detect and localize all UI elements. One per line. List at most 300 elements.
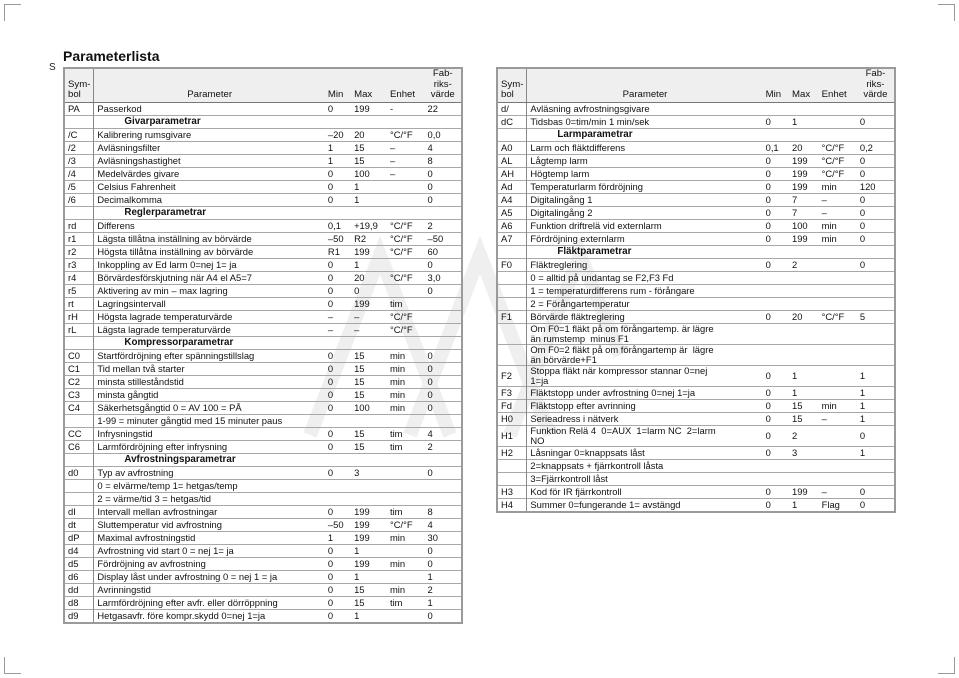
cell-fab [857,102,895,115]
cell-max: 199 [351,297,387,310]
cell-sym: rL [64,323,94,336]
cell-param: Aktivering av min – max lagring [94,284,325,297]
cell-sym: d6 [64,570,94,583]
crop-mark-bottom-left [4,657,21,674]
cell-sym [64,336,94,349]
table-row [497,258,895,271]
cell-sym [497,472,527,485]
cell-param: 2=knappsats + fjärrkontroll låsta [527,459,763,472]
cell-sym: /5 [64,180,94,193]
table-row [64,466,462,479]
cell-sym: d5 [64,557,94,570]
cell-fab: 1 [425,596,462,609]
cell-sym: /3 [64,154,94,167]
cell-fab: 0 [425,544,462,557]
table-row [497,459,895,472]
cell-fab: 8 [425,505,462,518]
header-min: Min [763,68,789,102]
cell-sym: A4 [497,193,527,206]
cell-sym [497,284,527,297]
cell-max: 100 [351,401,387,414]
cell-max: 20 [789,310,819,323]
cell-enhet [387,180,425,193]
cell-max [351,115,387,128]
cell-sym [497,271,527,284]
cell-max: 199 [789,167,819,180]
cell-fab [857,323,895,344]
cell-max: 2 [789,258,819,271]
cell-max [351,414,387,427]
cell-fab: 0,0 [425,128,462,141]
table-row [64,388,462,401]
cell-enhet [819,459,857,472]
cell-min: 1 [325,531,351,544]
table-row [64,414,462,427]
cell-param: Temperaturlarm fördröjning [527,180,763,193]
cell-enhet [387,570,425,583]
cell-param: 1-99 = minuter gångtid med 15 minuter paus [94,414,325,427]
cell-enhet [387,609,425,623]
cell-param: Avfrostningsparametrar [94,453,325,466]
cell-max: 0 [351,284,387,297]
cell-param: Högtemp larm [527,167,763,180]
cell-min: 0 [325,544,351,557]
cell-fab: 22 [425,102,462,115]
cell-sym [64,414,94,427]
table-row [64,245,462,258]
cell-sym: C2 [64,375,94,388]
cell-min: 0 [763,412,789,425]
table-row [64,479,462,492]
cell-min [325,479,351,492]
cell-max: 199 [351,102,387,115]
table-row [497,323,895,344]
table-row [64,271,462,284]
cell-enhet: min [387,557,425,570]
table-row [497,498,895,512]
table-row [497,485,895,498]
cell-sym [64,115,94,128]
cell-sym: dI [64,505,94,518]
cell-sym: dt [64,518,94,531]
cell-min: 0 [325,440,351,453]
header-param: Parameter [527,68,763,102]
cell-enhet [819,344,857,365]
cell-sym: A7 [497,232,527,245]
cell-max: 15 [351,141,387,154]
cell-enhet: tim [387,505,425,518]
cell-fab: 3,0 [425,271,462,284]
cell-min: 0 [763,485,789,498]
cell-max: 1 [351,544,387,557]
cell-fab [857,271,895,284]
cell-param: Hetgasavfr. före kompr.skydd 0=nej 1=ja [94,609,325,623]
table-row [64,284,462,297]
header-min: Min [325,68,351,102]
cell-enhet [387,544,425,557]
cell-fab: 2 [425,583,462,596]
cell-min [325,453,351,466]
cell-fab: 0 [857,232,895,245]
cell-max: 1 [351,258,387,271]
side-mark: S [49,62,56,73]
cell-min: R1 [325,245,351,258]
cell-fab [425,206,462,219]
cell-param: Börvärde fläktreglering [527,310,763,323]
cell-min: 0 [763,232,789,245]
cell-sym: r4 [64,271,94,284]
cell-sym: AH [497,167,527,180]
cell-max [789,459,819,472]
cell-max: 199 [351,245,387,258]
table-row [64,440,462,453]
table-row [64,427,462,440]
cell-param: Låsningar 0=knappsats låst [527,446,763,459]
cell-fab [857,245,895,258]
table-row [497,271,895,284]
cell-sym: CC [64,427,94,440]
cell-min: 0 [325,375,351,388]
table-row [64,557,462,570]
cell-fab: 1 [857,412,895,425]
cell-min: 0 [325,570,351,583]
cell-fab: 0 [425,362,462,375]
cell-min: 0 [763,425,789,446]
header-enhet: Enhet [387,68,425,102]
cell-param: Kalibrering rumsgivare [94,128,325,141]
cell-min: 0 [763,206,789,219]
cell-param: Summer 0=fungerande 1= avstängd [527,498,763,512]
cell-min [763,102,789,115]
cell-fab: 0 [857,498,895,512]
table-row [64,596,462,609]
cell-max: 199 [351,557,387,570]
cell-fab: 0 [425,193,462,206]
cell-enhet [819,102,857,115]
cell-param: Reglerparametrar [94,206,325,219]
section-header [497,128,895,141]
cell-param: Börvärdesförskjutning när A4 el A5=7 [94,271,325,284]
cell-param: Fläktstopp efter avrinning [527,399,763,412]
cell-max [789,344,819,365]
cell-max [351,492,387,505]
cell-param: Givarparametrar [94,115,325,128]
cell-param: Avläsningshastighet [94,154,325,167]
cell-sym: /2 [64,141,94,154]
cell-min: – [325,323,351,336]
cell-min: 0 [325,258,351,271]
cell-min: 1 [325,154,351,167]
cell-min: 0 [763,258,789,271]
cell-param: Serieadress i nätverk [527,412,763,425]
cell-param: Medelvärdes givare [94,167,325,180]
cell-sym: /6 [64,193,94,206]
header-fab: Fab- riks- värde [857,68,895,102]
cell-max: 199 [351,531,387,544]
cell-min [325,492,351,505]
table-row [497,297,895,310]
cell-enhet [819,284,857,297]
cell-enhet: °C/°F [819,154,857,167]
cell-enhet: – [819,193,857,206]
cell-max [789,297,819,310]
table-row [497,365,895,386]
cell-max: 15 [351,440,387,453]
cell-sym: Fd [497,399,527,412]
parameter-table-right [496,67,896,513]
cell-max: 7 [789,193,819,206]
cell-max: +19,9 [351,219,387,232]
table-row [64,258,462,271]
right-table-body [497,102,895,512]
table-row [64,310,462,323]
cell-min: 0 [763,180,789,193]
cell-param: minsta gångtid [94,388,325,401]
cell-sym: rd [64,219,94,232]
cell-sym: rH [64,310,94,323]
cell-sym: dC [497,115,527,128]
table-row [497,154,895,167]
cell-param: Lagringsintervall [94,297,325,310]
cell-min [325,115,351,128]
cell-enhet: °C/°F [819,310,857,323]
cell-fab [857,472,895,485]
cell-max [789,128,819,141]
table-row [64,193,462,206]
cell-fab: 0 [857,485,895,498]
cell-sym [64,206,94,219]
cell-max: 1 [789,365,819,386]
cell-enhet: tim [387,440,425,453]
cell-max [351,479,387,492]
cell-max: 15 [351,362,387,375]
cell-min: 0 [763,386,789,399]
table-row [497,446,895,459]
cell-fab [425,336,462,349]
cell-min: 0 [325,167,351,180]
cell-min: 0,1 [763,141,789,154]
table-row [64,505,462,518]
cell-enhet: Flag [819,498,857,512]
cell-max: 15 [789,412,819,425]
cell-fab: 0 [425,167,462,180]
cell-sym: r5 [64,284,94,297]
cell-enhet: °C/°F [387,219,425,232]
cell-min: 0 [325,427,351,440]
cell-enhet [819,115,857,128]
cell-min: 0 [325,609,351,623]
cell-min: 0 [763,167,789,180]
cell-param: Kod för IR fjärrkontroll [527,485,763,498]
cell-enhet: min [387,401,425,414]
cell-max: – [351,323,387,336]
cell-fab [425,414,462,427]
cell-fab: 0 [425,609,462,623]
cell-enhet [387,193,425,206]
cell-enhet: – [819,206,857,219]
cell-fab: 0 [857,206,895,219]
cell-max: 199 [789,485,819,498]
table-row [64,323,462,336]
table-row [64,180,462,193]
cell-fab: 1 [425,570,462,583]
cell-max [351,453,387,466]
cell-fab: 0 [857,115,895,128]
cell-enhet: min [819,219,857,232]
table-row [497,219,895,232]
left-table-body [64,102,462,623]
cell-sym: F2 [497,365,527,386]
cell-sym: A5 [497,206,527,219]
cell-max: 199 [789,180,819,193]
cell-fab: 4 [425,427,462,440]
table-row [497,344,895,365]
cell-sym: AL [497,154,527,167]
cell-max: 20 [789,141,819,154]
cell-fab: 0 [425,388,462,401]
cell-sym [64,492,94,505]
cell-min: 0 [325,583,351,596]
cell-fab: 8 [425,154,462,167]
cell-param: Infrysningstid [94,427,325,440]
cell-fab: 0 [425,284,462,297]
cell-enhet [387,492,425,505]
table-row [497,232,895,245]
cell-param: Funktion driftrelä vid externlarm [527,219,763,232]
table-row [64,232,462,245]
cell-param: Digitalingång 1 [527,193,763,206]
header-max: Max [351,68,387,102]
cell-fab [425,453,462,466]
cell-enhet: – [387,167,425,180]
cell-fab [425,492,462,505]
cell-enhet: – [819,485,857,498]
cell-sym: F0 [497,258,527,271]
table-row [64,401,462,414]
cell-max: 3 [789,446,819,459]
cell-min: –20 [325,128,351,141]
cell-sym: C3 [64,388,94,401]
cell-sym [497,245,527,258]
cell-max: 1 [789,386,819,399]
cell-max: 7 [789,206,819,219]
cell-fab: 1 [857,365,895,386]
cell-fab: 1 [857,446,895,459]
cell-fab: 2 [425,440,462,453]
cell-param: Sluttemperatur vid avfrostning [94,518,325,531]
cell-enhet: - [387,102,425,115]
cell-enhet [819,425,857,446]
cell-enhet: – [819,412,857,425]
cell-max: 199 [351,505,387,518]
cell-fab [425,479,462,492]
cell-fab: 0 [425,349,462,362]
cell-enhet [819,323,857,344]
table-row [64,583,462,596]
cell-enhet [819,365,857,386]
cell-param: Fläktreglering [527,258,763,271]
cell-fab: 0 [425,258,462,271]
cell-min: 0 [325,271,351,284]
cell-fab: 0 [857,425,895,446]
cell-min [763,344,789,365]
header-enhet: Enhet [819,68,857,102]
cell-param: Om F0=2 fläkt på om förångartemp är lägre än börvärde+F1 [527,344,763,365]
section-header [64,206,462,219]
cell-fab: 0 [857,154,895,167]
cell-fab [857,284,895,297]
cell-param: Intervall mellan avfrostningar [94,505,325,518]
cell-max: 15 [351,427,387,440]
cell-sym: H4 [497,498,527,512]
cell-enhet: min [387,583,425,596]
table-row [497,115,895,128]
header-fab: Fab- riks- värde [425,68,462,102]
cell-sym: C6 [64,440,94,453]
cell-sym: C4 [64,401,94,414]
cell-min: 0 [325,102,351,115]
cell-sym: A6 [497,219,527,232]
cell-param: Fördröjning externlarm [527,232,763,245]
cell-min: 0 [325,284,351,297]
cell-fab [857,459,895,472]
cell-min: 0 [763,498,789,512]
cell-param: Tid mellan två starter [94,362,325,375]
header-max: Max [789,68,819,102]
cell-max: – [351,310,387,323]
cell-max: 1 [351,609,387,623]
table-row [64,362,462,375]
cell-sym: d4 [64,544,94,557]
cell-sym: dd [64,583,94,596]
cell-fab [425,310,462,323]
cell-enhet: °C/°F [387,323,425,336]
cell-min [763,245,789,258]
cell-min: – [325,310,351,323]
cell-min: 0,1 [325,219,351,232]
table-row [497,180,895,193]
cell-param: Display låst under avfrostning 0 = nej 1 = ja [94,570,325,583]
cell-min: 0 [325,557,351,570]
cell-sym: d0 [64,466,94,479]
cell-enhet: °C/°F [387,128,425,141]
cell-fab [857,297,895,310]
cell-sym [497,128,527,141]
table-row [64,128,462,141]
table-row [497,193,895,206]
cell-enhet: tim [387,427,425,440]
table-row [64,102,462,115]
cell-param: Typ av avfrostning [94,466,325,479]
table-row [64,570,462,583]
cell-param: 0 = alltid på undantag se F2,F3 Fd [527,271,763,284]
cell-max: 1 [789,498,819,512]
cell-fab: 2 [425,219,462,232]
header-sym: Sym- bol [64,68,94,102]
cell-max: 15 [351,375,387,388]
cell-enhet [819,245,857,258]
cell-enhet [387,479,425,492]
cell-fab: 0 [857,258,895,271]
cell-param: Lågtemp larm [527,154,763,167]
cell-enhet: – [387,154,425,167]
cell-min [325,206,351,219]
cell-sym: d8 [64,596,94,609]
cell-sym [64,453,94,466]
cell-min [325,336,351,349]
cell-max: 1 [351,180,387,193]
cell-enhet: tim [387,596,425,609]
